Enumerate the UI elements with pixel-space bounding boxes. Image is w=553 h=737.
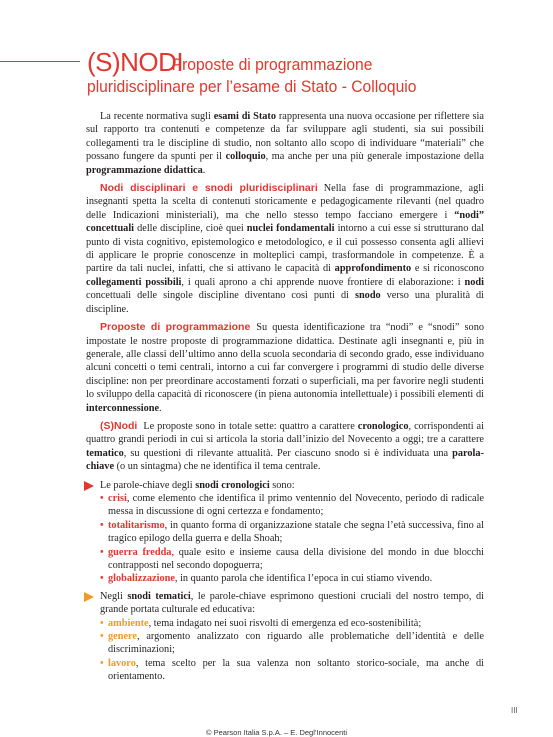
list-item: [100, 492, 484, 519]
list-item: [100, 519, 484, 546]
header-rule: [0, 61, 80, 62]
section-nodi-paragraph: [86, 182, 484, 316]
text: .: [159, 402, 162, 414]
text: intorno a cui esse si strutturano dal punto di vista cognitivo, epistemologico e metodologico, e il cui possesso consenta agli allievi di applicare le proprie conoscenze in molteplici campi, trasformandole in competenze. È a partire da tali nuclei, infatti, che si attivano le capacità di: [86, 223, 484, 275]
text: , su questioni di rilevante attualità. Per ciascuno snodo si è individuata una: [123, 447, 453, 459]
section-heading: (S)Nodi: [100, 419, 138, 432]
text: , corrispondenti ai quattro grandi periodi in cui si articola la storia dall’inizio del Novecento a oggi; tre a carattere: [86, 420, 484, 446]
text: , in quanto forma di organizzazione statale che segna l’età successiva, fino al tragico epilogo della guerra e della Shoah;: [108, 519, 484, 545]
list-item: [100, 546, 484, 573]
chrono-list: [86, 479, 484, 586]
keyword: lavoro: [108, 657, 136, 669]
text: Nella fase di programmazione, agli insegnanti spetta la scelta di contenuti storicamente e pedagogicamente rilevanti (nel quadro delle Indicazioni ministeriali), ma che nello stesso tempo facciano emergere i: [86, 183, 484, 221]
subtitle-line-1: Proposte di programmazione: [171, 55, 373, 74]
text: , argomento analizzato con riguardo alle problematiche dell’identità e delle discriminazioni;: [108, 631, 484, 656]
text: , quale esito e insieme causa della divisione del mondo in due blocchi contrapposti nel secondo dopoguerra;: [108, 546, 485, 571]
bold-text: cronologico: [357, 420, 409, 432]
text: delle discipline, cioè quei: [134, 223, 247, 235]
arrow-icon: [84, 481, 94, 491]
intro-paragraph: [86, 110, 484, 177]
list-item: [100, 572, 484, 585]
list-item: [100, 630, 484, 657]
text: Su questa identificazione tra “nodi” e “snodi” sono impostate le nostre proposte di programmazione didattica. Destinate agli insegnanti e, più in generale, alle classi dell’ultimo anno della scuola secondaria di secondo grado, esse individuano alcuni concetti o temi centrali, intorno a cui far convergere i programmi di studio delle diverse discipline: non per preordinare accostamenti forzati o superficiali, ma per favorire negli studenti lo sviluppo della capacità di riconoscere (in piena autonomia intellettuale) i possibili elementi di: [86, 322, 484, 401]
header-subtitle: [87, 54, 492, 98]
bold-text: colloquio: [225, 151, 266, 163]
text: , le parole-chiave esprimono questioni cruciali del nostro tempo, di grande portata culturale ed educativa:: [100, 590, 485, 616]
text: , ma anche per una più generale impostazione della: [265, 151, 484, 163]
text: (o un sintagma) che ne identifica il tema centrale.: [114, 461, 321, 473]
section-heading: Proposte di programmazione: [100, 321, 251, 334]
text: rappresenta una nuova occasione per riflettere sia sul rapporto tra contenuti e competenze da far sviluppare agli studenti, sia sui possibili collegamenti tra le discipline di studio, non soltanto allo scopo di individuare “materiali” che possano fungere da spunti per il: [86, 111, 484, 163]
page-header: [0, 44, 553, 104]
text: Negli: [100, 590, 128, 602]
header-title: (S)NODI: [87, 47, 184, 77]
bold-text: snodi cronologici: [195, 479, 270, 491]
list-intro: [86, 479, 484, 492]
text: Le parole-chiave degli: [100, 479, 196, 491]
bold-text: nuclei fondamentali: [246, 223, 335, 235]
list-item: [100, 657, 484, 684]
arrow-icon: [84, 592, 94, 602]
bold-text: collegamenti possibili: [86, 276, 182, 288]
text: , in quanto parola che identifica l’epoca in cui stiamo vivendo.: [174, 573, 433, 585]
text: concettuali delle singole discipline diventano così punti di: [86, 290, 355, 302]
text: , come elemento che identifica il primo ventennio del Novecento, periodo di radicale messa in discussione di ogni certezza e fondamento;: [108, 492, 484, 518]
bold-text: snodo: [354, 290, 381, 302]
bold-text: tematico: [86, 447, 124, 459]
text: , tema scelto per la sua valenza non soltanto storico-sociale, ma anche di orientamento.: [108, 657, 484, 683]
body-text: [86, 110, 484, 688]
bold-text: approfondimento: [334, 263, 412, 275]
chrono-items: [86, 492, 484, 586]
bold-text: snodi tematici: [127, 590, 191, 602]
text: sono:: [269, 479, 295, 491]
section-heading: Nodi disciplinari e snodi pluridisciplinari: [100, 182, 318, 195]
thematic-items: [86, 617, 484, 684]
keyword: totalitarismo: [108, 519, 165, 531]
section-proposte-paragraph: [86, 321, 484, 415]
section-snodi-paragraph: [86, 420, 484, 474]
bold-text: parola-chiave: [86, 447, 484, 473]
keyword: genere: [108, 631, 137, 643]
subtitle-line-2: pluridisciplinare per l’esame di Stato - Colloquio: [87, 77, 417, 96]
text: , tema indagato nei suoi risvolti di emergenza ed eco-sostenibilità;: [148, 617, 422, 629]
thematic-list: [86, 590, 484, 684]
bold-text: “nodi” concettuali: [86, 209, 484, 235]
keyword: ambiente: [108, 617, 149, 629]
keyword: guerra fredda: [108, 546, 172, 558]
keyword: crisi: [108, 492, 127, 504]
bold-text: nodi: [464, 276, 484, 288]
text: , i quali aprono a chi apprende nuove frontiere di elaborazione: i: [181, 276, 465, 288]
text: La recente normativa sugli: [100, 111, 214, 122]
text: .: [202, 164, 206, 176]
text: Le proposte sono in totale sette: quattro a carattere: [143, 420, 358, 432]
text: verso una pluralità di discipline.: [86, 290, 484, 315]
page-number: III: [511, 706, 518, 715]
bold-text: esami di Stato: [213, 111, 277, 122]
keyword: globalizzazione: [108, 573, 175, 585]
bold-text: interconnessione: [86, 402, 160, 414]
text: e si riconoscono: [411, 263, 484, 275]
list-intro: [86, 590, 484, 617]
bold-text: programmazione didattica: [86, 164, 203, 176]
footer-copyright: © Pearson Italia S.p.A. – E. Degl’Innocenti: [205, 728, 348, 737]
list-item: [100, 617, 484, 630]
